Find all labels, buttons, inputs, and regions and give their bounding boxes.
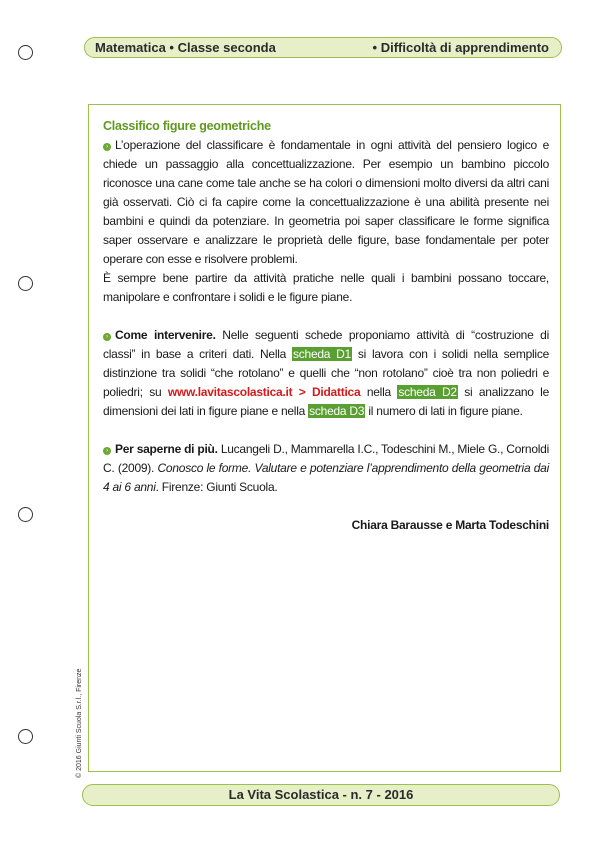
page-header — [84, 37, 562, 58]
intervene-text-1: Nelle seguenti schede proponiamo attività di “costruzione di classi” in base a criteri dati. Nella — [103, 328, 549, 361]
practice-paragraph: È sempre bene partire da attività pratiche nelle quali i bambini possano toccare, manipolare e confrontare i solidi e le figure piane. — [103, 271, 549, 304]
intro-paragraph — [103, 136, 549, 269]
references-label: Per saperne di più. — [115, 442, 218, 456]
article-body — [103, 117, 549, 535]
header-subject: Matematica • Classe seconda — [95, 40, 276, 55]
references-text-1: Lucangeli D., Mammarella I.C., Todeschini M., Miele G., Cornoldi C. (2009). — [103, 442, 549, 475]
references-paragraph — [103, 440, 549, 497]
header-topic: • Difficoltà di apprendimento — [372, 40, 549, 55]
references-text-2: . Firenze: Giunti Scuola. — [155, 480, 278, 494]
intervene-text-3: nella — [360, 385, 398, 399]
book-title: Conosco le forme. Valutare e potenziare l’apprendimento della geometria dai 4 ai 6 anni — [103, 461, 549, 494]
bullet-icon: › — [103, 143, 111, 151]
intro-text: L’operazione del classificare è fondamentale in ogni attività del pensiero logico e chiede un passaggio alla concettualizzazione. Per esempio un bambino piccolo riconosce una cane come tale anche se ha colori o dimensioni molto diversi da altri cani già osservati. Ciò ci fa capire come la concettualizzazione è una abilità presente nei bambini e quindi da potenziare. In geometria poi saper classificare le forme significa saper osservare e analizzare le proprietà delle figure, base fondamentale per poter operare con esse e risolvere problemi. — [103, 138, 549, 266]
footer-publication: La Vita Scolastica - n. 7 - 2016 — [228, 787, 414, 802]
intervene-text-4: si analizzano le dimensioni dei lati in figure piane e nella — [103, 385, 549, 418]
binder-hole-2 — [18, 276, 33, 291]
intervene-label: Come intervenire. — [115, 328, 216, 342]
website-link[interactable]: www.lavitascolastica.it > Didattica — [167, 385, 361, 399]
binder-hole-3 — [18, 507, 33, 522]
scheda-d3-badge: scheda D3 — [309, 404, 365, 418]
page-footer — [82, 784, 560, 806]
scheda-d2-badge: scheda D2 — [398, 385, 457, 399]
intervene-text-5: il numero di lati in figure piane. — [365, 404, 523, 418]
binder-hole-1 — [18, 45, 33, 60]
scheda-d1-badge: scheda D1 — [293, 347, 351, 361]
intervene-text-2: si lavora con i solidi nella semplice distinzione tra solidi “che rotolano” e quelli che “non rotolano” cioè tra non poliedri e poliedri; su — [103, 347, 550, 399]
bullet-icon: › — [103, 447, 111, 455]
section-title: Classifico figure geometriche — [103, 119, 271, 133]
authors: Chiara Barausse e Marta Todeschini — [351, 518, 549, 532]
copyright-notice: © 2016 Giunti Scuola S.r.l., Firenze — [76, 668, 83, 778]
binder-hole-4 — [18, 729, 33, 744]
bullet-icon: › — [103, 333, 111, 341]
intervene-paragraph — [103, 326, 549, 421]
